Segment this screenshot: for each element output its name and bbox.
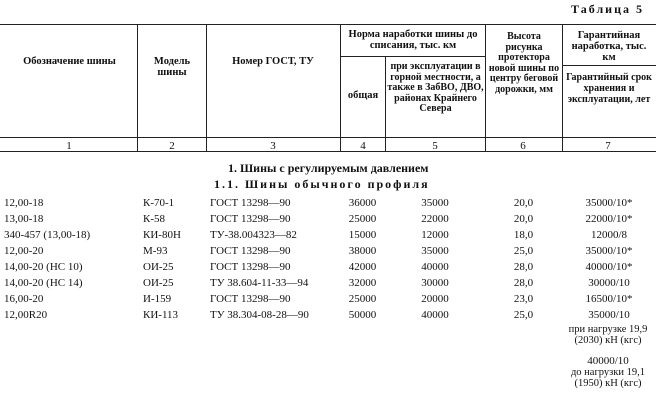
cell-general: 25000 [348,213,377,225]
col-number-5: 5 [432,140,438,152]
cell-height: 23,0 [513,293,534,305]
header-gost: Номер ГОСТ, ТУ [232,56,314,67]
cell-gost: ТУ-38.004323—82 [210,229,297,241]
header-designation: Обозначение шины [23,56,116,67]
cell-general: 50000 [348,309,377,321]
cell-height: 28,0 [513,261,534,273]
cell-size: 14,00-20 (НС 14) [4,277,83,289]
cell-mountain: 35000 [421,197,449,209]
cell-model: К-58 [143,213,165,225]
cell-general: 32000 [348,277,377,289]
header-norm-general: общая [347,90,379,101]
guarantee-note-load-2: до нагрузки 19,1 (1950) кН (кгс) [570,367,646,389]
header-height: Высота рисунка протектора новой шины по центру беговой дорожки, мм [488,31,560,95]
col-number-7: 7 [605,140,611,152]
header-norm-mountain: при эксплуатации в горной местности, а также в ЗабВО, ДВО, районах Крайнего Севера [387,61,484,114]
col-number-1: 1 [66,140,72,152]
cell-general: 42000 [348,261,377,273]
col-divider-1 [137,24,138,151]
col-number-4: 4 [360,140,366,152]
cell-gost: ТУ 38.304-08-28—90 [210,309,309,321]
cell-general: 15000 [348,229,377,241]
cell-general: 38000 [348,245,377,257]
cell-size: 12,00-20 [4,245,44,257]
cell-height: 20,0 [513,213,534,225]
cell-guarantee: 35000/10 [588,309,630,321]
cell-height: 20,0 [513,197,534,209]
cell-guarantee: 35000/10* [585,197,633,209]
cell-height: 18,0 [513,229,534,241]
cell-gost: ГОСТ 13298—90 [210,293,291,305]
col-divider-4 [385,56,386,151]
cell-gost: ТУ 38.604-11-33—94 [210,277,309,289]
header-guarantee-term: Гарантийный срок хранения и эксплуатации, лет [566,72,652,105]
header-bottom-rule [0,137,656,138]
cell-size: 16,00-20 [4,293,44,305]
cell-general: 36000 [348,197,377,209]
col-number-2: 2 [169,140,175,152]
norm-header-rule [340,56,485,57]
cell-mountain: 20000 [421,293,449,305]
cell-size: 12,00R20 [4,309,48,321]
cell-gost: ГОСТ 13298—90 [210,245,291,257]
cell-model: ОИ-25 [143,261,174,273]
cell-model: И-159 [143,293,172,305]
cell-size: 13,00-18 [4,213,44,225]
subsection-title: 1.1. Шины обычного профиля [214,177,430,191]
cell-guarantee: 40000/10* [585,261,633,273]
cell-mountain: 40000 [421,309,449,321]
col-number-3: 3 [270,140,276,152]
cell-model: К-70-1 [143,197,175,209]
cell-size: 340-457 (13,00-18) [4,229,91,241]
cell-model: М-93 [143,245,168,257]
cell-height: 28,0 [513,277,534,289]
cell-guarantee: 22000/10* [585,213,633,225]
cell-model: КИ-113 [143,309,179,321]
guarantee-note-load-1: при нагрузке 19,9 (2030) кН (кгс) [568,324,648,346]
cell-mountain: 35000 [421,245,449,257]
cell-guarantee: 30000/10 [588,277,630,289]
col-number-6: 6 [520,140,526,152]
section-title: 1. Шины с регулируемым давлением [228,161,429,175]
cell-guarantee: 35000/10* [585,245,633,257]
table-caption: Таблица 5 [571,2,644,16]
col-divider-5 [485,24,486,151]
cell-model: ОИ-25 [143,277,174,289]
cell-height: 25,0 [513,309,534,321]
cell-gost: ГОСТ 13298—90 [210,213,291,225]
cell-gost: ГОСТ 13298—90 [210,197,291,209]
col-divider-6 [562,24,563,151]
numbers-bottom-rule [0,151,656,152]
cell-mountain: 30000 [421,277,449,289]
header-model: Модель шины [153,56,191,78]
cell-general: 25000 [348,293,377,305]
cell-mountain: 22000 [421,213,449,225]
col-divider-2 [206,24,207,151]
cell-gost: ГОСТ 13298—90 [210,261,291,273]
table-top-rule [0,24,656,25]
cell-mountain: 40000 [421,261,449,273]
cell-guarantee: 12000/8 [590,229,628,241]
header-norm-group: Норма наработки шины до списания, тыс. км [348,29,478,51]
guarantee-note-value-2: 40000/10 [587,355,629,367]
cell-height: 25,0 [513,245,534,257]
cell-size: 14,00-20 (НС 10) [4,261,83,273]
cell-model: КИ-80Н [143,229,181,241]
guarantee-header-rule [562,65,656,66]
header-guarantee-run: Гарантийная наработка, тыс. км [571,30,647,63]
cell-size: 12,00-18 [4,197,44,209]
col-divider-3 [340,24,341,151]
cell-mountain: 12000 [421,229,449,241]
cell-guarantee: 16500/10* [585,293,633,305]
